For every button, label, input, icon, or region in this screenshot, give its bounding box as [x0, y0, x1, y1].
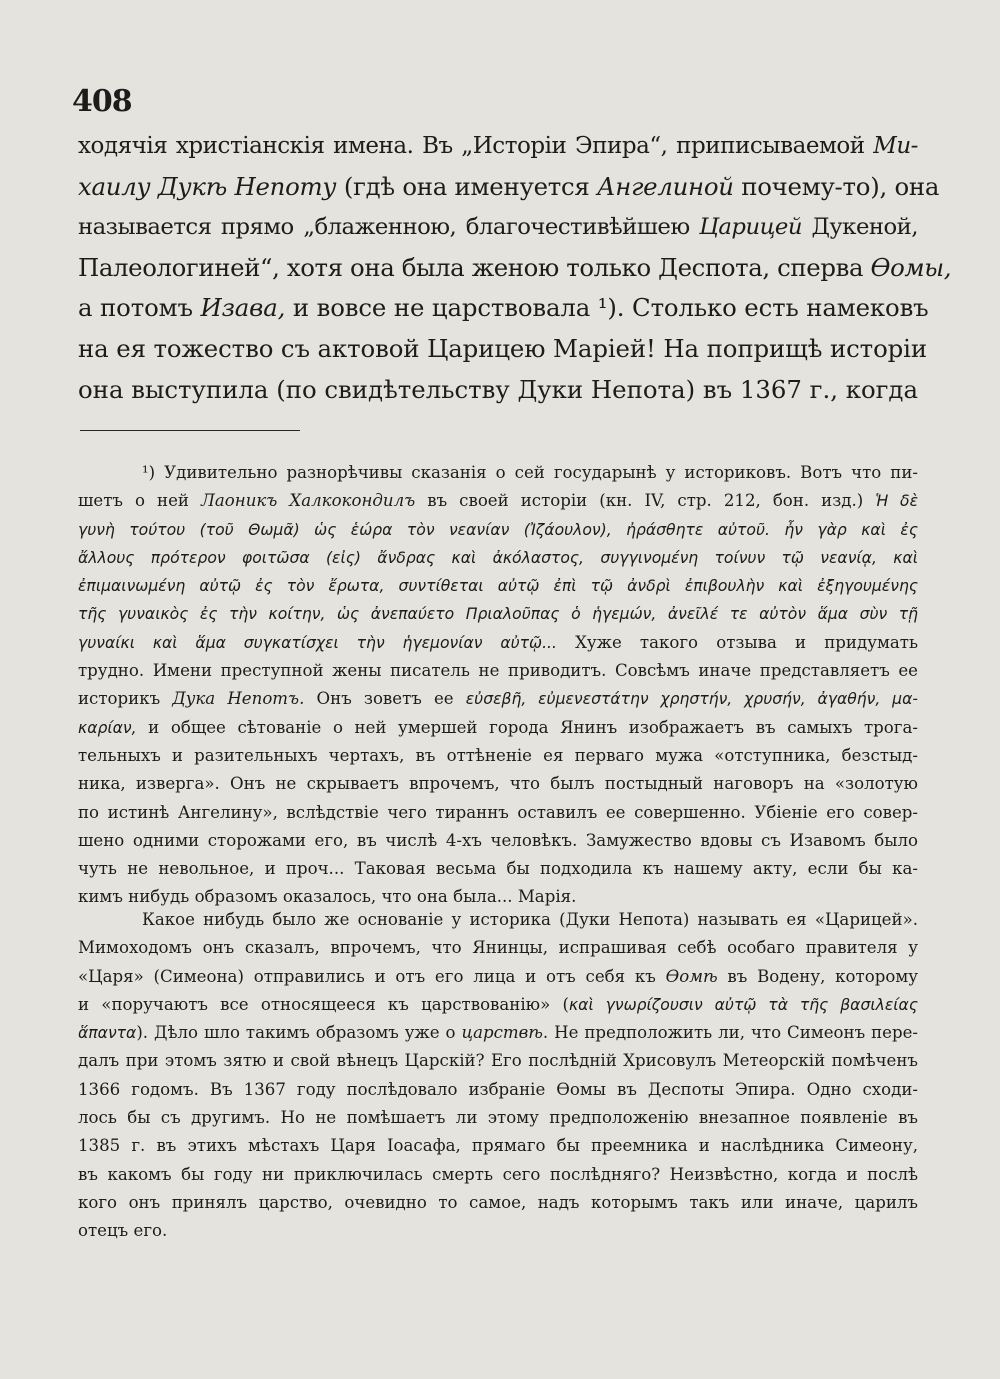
text-run: 1366 годомъ. Въ 1367 году послѣдовало избраніе Ѳомы въ Деспоты Эпира. Одно сходи-	[78, 1079, 918, 1099]
paragraph2-line	[78, 963, 918, 991]
footnote-line	[78, 827, 918, 855]
italic-text: ἅπαντα	[78, 1024, 137, 1043]
footnote-line	[78, 855, 918, 883]
text-run: шетъ о ней	[78, 491, 202, 511]
paragraph-2	[78, 906, 918, 1246]
text-run: въ какомъ бы году ни приключилась смерть сего послѣдняго? Неизвѣстно, когда и послѣ	[78, 1164, 918, 1184]
main_text-line	[78, 126, 918, 167]
text-run: . Не предположить ли, что Симеонъ пере-	[542, 1023, 919, 1043]
footnote-line	[78, 572, 918, 600]
text-run: кимъ нибудь образомъ оказалось, что она была... Марія.	[78, 887, 577, 907]
text-run: «Царя» (Симеона) отправились и отъ его лица и отъ себя къ	[78, 966, 666, 986]
text-run: почему-то), она	[733, 171, 940, 201]
footnote-line	[78, 799, 918, 827]
text-run: и общее сѣтованіе о ней умершей города Янинъ изображаетъ въ самыхъ трога-	[136, 717, 918, 737]
italic-text: Ангелиной	[597, 171, 734, 201]
italic-text: γυνὴ τούτου (τοῦ Θωμᾶ) ὡς ἑώρα τὸν νεανίαν (Ἰζάουλον), ἠράσθητε αὐτοῦ. ἦν γὰρ καὶ ἐς	[78, 520, 918, 539]
italic-text: Ми-	[873, 133, 918, 159]
italic-text: Изава,	[200, 293, 286, 323]
italic-text: Дука Непотъ.	[172, 689, 305, 709]
footnote-line	[78, 600, 918, 628]
text-run: лось бы съ другимъ. Но не помѣшаетъ ли этому предположенію внезапное появленіе въ	[78, 1108, 918, 1128]
text-run: историкъ	[78, 689, 173, 709]
paragraph2-line	[78, 1217, 918, 1245]
paragraph2-line	[78, 1104, 918, 1132]
text-run: шено одними сторожами его, въ числѣ 4-хъ человѣкъ. Замужество вдовы съ Изавомъ было	[78, 830, 918, 850]
text-run: въ своей исторіи (кн. IV, стр. 212, бон. изд.)	[415, 491, 876, 511]
text-run: 1385 г. въ этихъ мѣстахъ Царя Іоасафа, прямаго бы преемника и наслѣдника Симеону,	[78, 1136, 918, 1156]
paragraph2-line	[78, 1132, 918, 1160]
italic-text: хаилу Дукѣ Непоту	[78, 171, 337, 201]
italic-text: εὐσεβῆ, εὐμενεστάτην χρηστήν, χρυσήν, ἀγαθήν, μα-	[465, 690, 919, 709]
footnote-line	[78, 629, 918, 657]
italic-text: Ἡ δὲ	[875, 492, 918, 511]
text-run: и вовсе не царствовала ¹). Столько есть намековъ	[285, 293, 929, 323]
text-run: по истинѣ Ангелину», вслѣдствіе чего тираннъ оставилъ ее совершенно. Убіеніе его совер-	[78, 802, 918, 822]
footnote-line	[78, 714, 918, 742]
paragraph2-line	[78, 991, 918, 1019]
text-run: (гдѣ она именуется	[336, 171, 598, 201]
paragraph2-line	[78, 1076, 918, 1104]
main_text-line	[78, 167, 940, 208]
footnote-divider	[80, 430, 300, 431]
footnote-line	[78, 657, 918, 685]
footnote-line	[78, 770, 918, 798]
italic-text: ἐπιμαινωμένη αὐτῷ ἐς τὸν ἔρωτα, συντίθεται αὐτῷ ἐπὶ τῷ ἀνδρὶ ἐπιβουλὴν καὶ ἐξηγουμένης	[78, 577, 918, 596]
italic-text: Ѳомы,	[870, 252, 952, 282]
text-run: Палеологиней“, хотя она была женою только Деспота, сперва	[78, 252, 871, 282]
paragraph2-line	[78, 1161, 918, 1189]
footnote-line	[78, 544, 918, 572]
text-run: она выступила (по свидѣтельству Дуки Непота) въ 1367 г., когда	[78, 374, 918, 404]
italic-text: Лаоникъ Халкокондилъ	[201, 491, 416, 511]
text-run: Онъ зоветъ ее	[304, 689, 466, 709]
text-run: ¹) Удивительно разнорѣчивы сказанія о сей государынѣ у историковъ. Вотъ что пи-	[142, 463, 918, 482]
text-run: трудно. Имени преступной жены писатель не приводитъ. Совсѣмъ иначе представляетъ ее	[78, 661, 918, 681]
paragraph2-line	[78, 1189, 918, 1217]
text-run: тельныхъ и разительныхъ чертахъ, въ оттѣненіе ея перваго мужа «отступника, безстыд-	[78, 745, 918, 765]
text-run: въ Водену, которому	[717, 966, 919, 986]
text-run: и «поручаютъ все относящееся къ царствованію» (	[78, 994, 569, 1014]
footnote-line	[78, 487, 918, 515]
text-run: отецъ его.	[78, 1221, 168, 1241]
footnote	[78, 459, 918, 912]
text-run: Какое нибудь было же основаніе у историка (Дуки Непота) называть ея «Царицей».	[142, 910, 918, 929]
italic-text: Царицей	[699, 214, 802, 241]
text-run: Мимоходомъ онъ сказалъ, впрочемъ, что Янинцы, испрашивая себѣ особаго правителя у	[78, 938, 918, 958]
text-run: кого онъ принялъ царство, очевидно то самое, надъ которымъ такъ или иначе, царилъ	[78, 1192, 918, 1212]
italic-text: γυναίκι καὶ ἅμα συγκατίσχει τὴν ἡγεμονίαν αὐτῷ...	[78, 633, 557, 652]
paragraph2-line	[78, 1047, 918, 1075]
text-run: чуть не невольное, и проч... Таковая весьма бы подходила къ нашему акту, если бы ка-	[78, 859, 918, 879]
italic-text: ἄλλους πρότερον φοιτῶσα (εἰς) ἄνδρας καὶ ἀκόλαστος, συγγινομένη τοίνυν τῷ νεανίᾳ, καὶ	[78, 548, 918, 567]
italic-text: Ѳомѣ	[665, 966, 718, 986]
main_text-line	[78, 370, 918, 411]
italic-text: καὶ γνωρίζουσιν αὐτῷ τὰ τῆς βασιλείας	[568, 995, 918, 1014]
text-run: а потомъ	[78, 293, 201, 323]
text-run: далъ при этомъ зятю и свой вѣнецъ Царскій? Его послѣдній Хрисовулъ Метеорскій помѣченъ	[78, 1051, 918, 1071]
footnote-line	[78, 516, 918, 544]
paragraph2-line	[78, 1019, 918, 1047]
text-run: Хуже такого отзыва и придумать	[556, 632, 918, 652]
italic-text: καρίαν,	[78, 718, 137, 737]
italic-text: царствѣ	[461, 1023, 543, 1043]
main-text	[78, 126, 952, 410]
main_text-line	[78, 329, 928, 370]
page-number: 408	[72, 84, 132, 119]
paragraph2-line	[78, 906, 918, 934]
text-run: называется прямо „блаженною, благочестивѣйшею	[78, 214, 700, 241]
text-run: ника, изверга». Онъ не скрываетъ впрочемъ, что былъ постыдный наговоръ на «золотую	[78, 774, 918, 794]
main_text-line	[78, 248, 952, 289]
text-run: на ея тожество съ актовой Царицею Маріей! На поприщѣ исторіи	[78, 333, 928, 363]
main_text-line	[78, 288, 929, 329]
main_text-line	[78, 207, 918, 248]
footnote-line	[78, 459, 918, 487]
text-run: Дукеной,	[801, 214, 918, 241]
footnote-line	[78, 685, 918, 713]
italic-text: τῆς γυναικὸς ἐς τὴν κοίτην, ὡς ἀνεπαύετο Πριαλοῦπας ὁ ἡγεμών, ἀνεῖλέ τε αὐτὸν ἅμα σὺν τῇ	[78, 605, 918, 624]
text-run: ). Дѣло шло такимъ образомъ уже о	[136, 1023, 462, 1043]
paragraph2-line	[78, 934, 918, 962]
footnote-line	[78, 742, 918, 770]
text-run: ходячія христіанскія имена. Въ „Исторіи Эпира“, приписываемой	[78, 133, 874, 159]
